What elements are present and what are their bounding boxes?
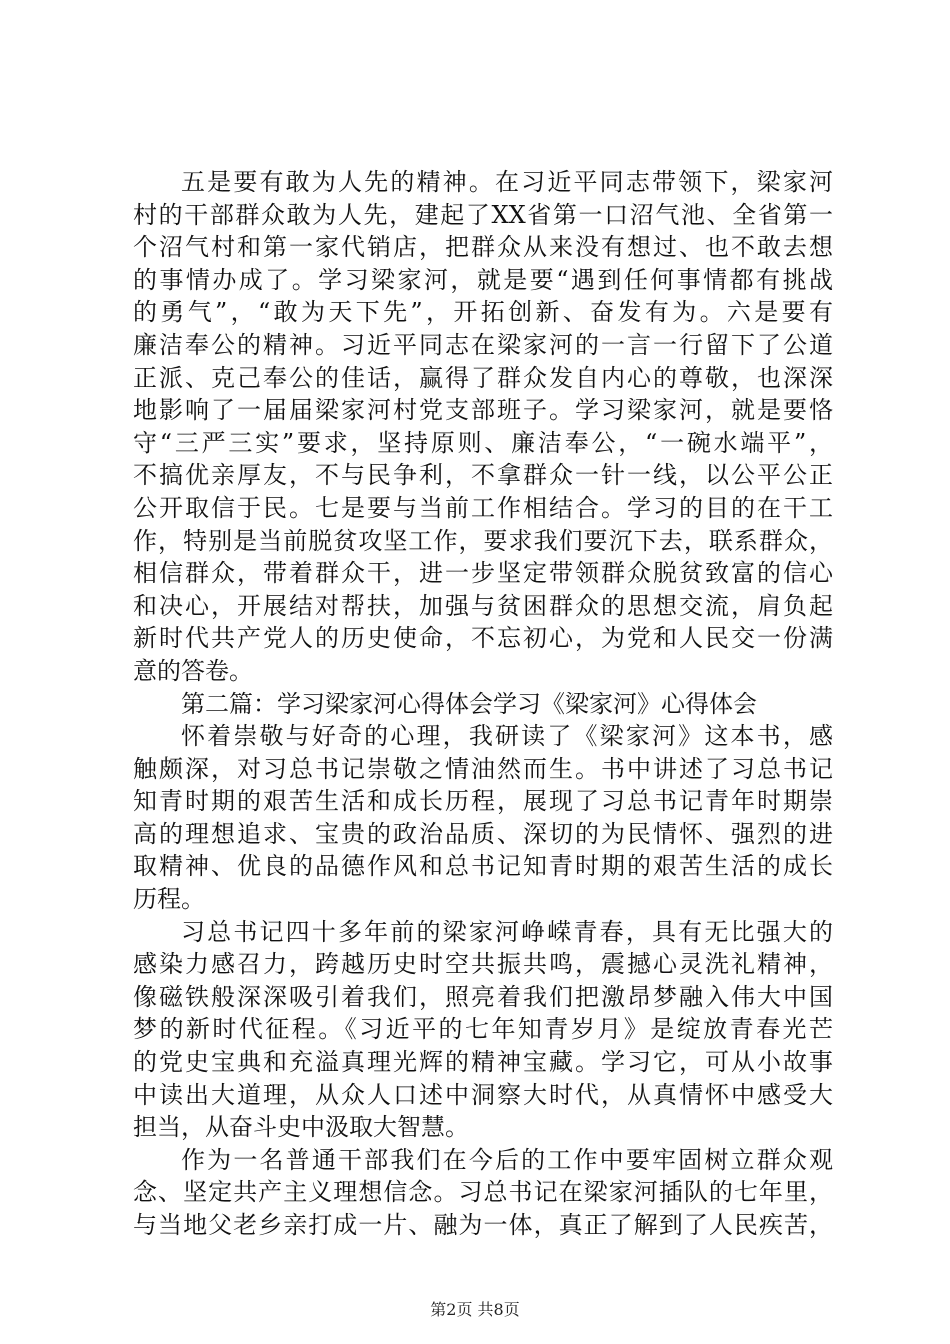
text-line: 意的答卷。	[133, 656, 253, 685]
text-line: 高的理想追求、宝贵的政治品质、深切的为民情怀、强烈的进	[133, 819, 833, 848]
text-line: 公开取信于民。七是要与当前工作相结合。学习的目的在干工	[133, 493, 833, 522]
text-line: 与当地父老乡亲打成一片、融为一体，真正了解到了人民疾苦，	[133, 1211, 833, 1239]
text-line: 不搞优亲厚友，不与民争利，不拿群众一针一线，以公平公正	[133, 461, 833, 490]
text-line: 作，特别是当前脱贫攻坚工作，要求我们要沉下去，联系群众，	[133, 526, 833, 555]
text-line: 守“三严三实”要求，坚持原则、廉洁奉公，“一碗水端平”，	[133, 428, 833, 457]
text-line: 和决心，开展结对帮扶，加强与贫困群众的思想交流，肩负起	[133, 591, 833, 620]
text-line: 新时代共产党人的历史使命，不忘初心，为党和人民交一份满	[133, 624, 833, 653]
text-line: 取精神、优良的品德作风和总书记知青时期的艰苦生活的成长	[133, 852, 833, 881]
text-line: 历程。	[133, 885, 205, 914]
page-number-footer: 第2页 共8页	[430, 1300, 520, 1319]
text-line: 廉洁奉公的精神。习近平同志在梁家河的一言一行留下了公道	[133, 330, 833, 359]
text-line: 知青时期的艰苦生活和成长历程，展现了习总书记青年时期崇	[133, 787, 833, 816]
text-line: 五是要有敢为人先的精神。在习近平同志带领下，梁家河	[181, 168, 833, 196]
text-line: 像磁铁般深深吸引着我们，照亮着我们把激昂梦融入伟大中国	[133, 982, 833, 1011]
text-line: 相信群众，带着群众干，进一步坚定带领群众脱贫致富的信心	[133, 559, 833, 588]
text-line: 正派、克己奉公的佳话，赢得了群众发自内心的尊敬，也深深	[133, 363, 833, 392]
text-line: 梦的新时代征程。《习近平的七年知青岁月》是绽放青春光芒	[133, 1015, 833, 1044]
text-line: 怀着崇敬与好奇的心理，我研读了《梁家河》这本书，感	[181, 722, 833, 751]
text-line: 村的干部群众敢为人先，建起了XX省第一口沼气池、全省第一	[133, 200, 833, 229]
text-line: 个沼气村和第一家代销店，把群众从来没有想过、也不敢去想	[133, 233, 833, 262]
text-line: 作为一名普通干部我们在今后的工作中要牢固树立群众观	[181, 1145, 833, 1174]
text-line: 中读出大道理，从众人口述中洞察大时代，从真情怀中感受大	[133, 1080, 833, 1109]
text-line: 触颇深，对习总书记崇敬之情油然而生。书中讲述了习总书记	[133, 754, 833, 783]
document-body	[133, 166, 833, 1242]
text-line: 感染力感召力，跨越历史时空共振共鸣，震撼心灵洗礼精神，	[133, 950, 833, 979]
text-line: 地影响了一届届梁家河村党支部班子。学习梁家河，就是要恪	[133, 396, 833, 425]
text-line: 担当，从奋斗史中汲取大智慧。	[133, 1113, 469, 1142]
text-line: 的勇气”，“敢为天下先”，开拓创新、奋发有为。六是要有	[133, 298, 833, 327]
text-line: 习总书记四十多年前的梁家河峥嵘青春，具有无比强大的	[181, 917, 833, 946]
text-line: 的事情办成了。学习梁家河，就是要“遇到任何事情都有挑战	[133, 265, 833, 294]
text-line: 第二篇：学习梁家河心得体会学习《梁家河》心得体会	[181, 689, 757, 718]
text-line: 的党史宝典和充溢真理光辉的精神宝藏。学习它，可从小故事	[133, 1048, 833, 1077]
text-line: 念、坚定共产主义理想信念。习总书记在梁家河插队的七年里，	[133, 1178, 833, 1207]
